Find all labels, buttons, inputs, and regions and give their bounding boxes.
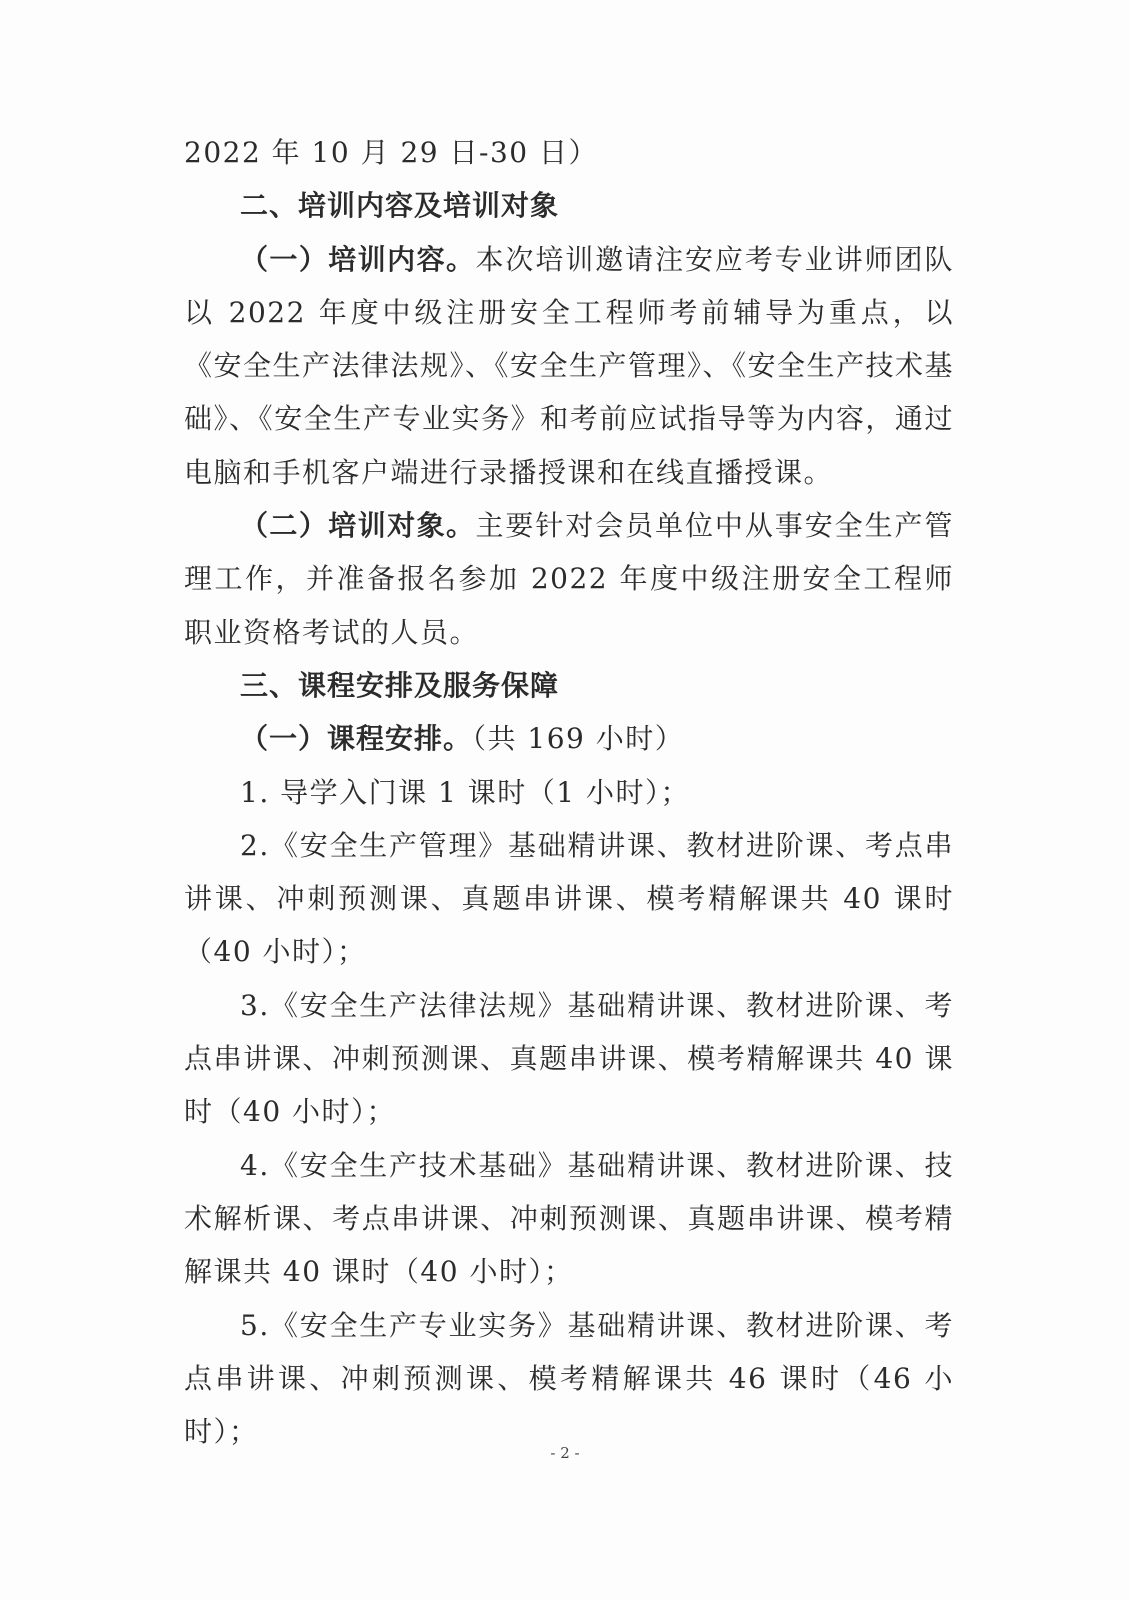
training-target-label: （二）培训对象。 [240,509,476,543]
training-target-text: 主要针对会员单位中从事安全生产管理工作，并准备报名参加 2022 年度中级注册安全工程师职业资格考试的人员。 [184,509,954,649]
course-item-4: 4.《安全生产技术基础》基础精讲课、教材进阶课、技术解析课、考点串讲课、冲刺预测课、真题串讲课、模考精解课共 40 课时（40 小时）； [184,1148,954,1289]
section-heading-3: 三、课程安排及服务保障 [240,668,560,702]
course-item-3: 3.《安全生产法律法规》基础精讲课、教材进阶课、考点串讲课、冲刺预测课、真题串讲课、模考精解课共 40 课时（40 小时）； [184,988,954,1129]
date-continuation: 2022 年 10 月 29 日-30 日） [184,136,599,169]
training-target-paragraph [184,499,954,659]
section-heading-2: 二、培训内容及培训对象 [240,189,560,223]
document-body [184,126,954,1458]
training-content-text: 本次培训邀请注安应考专业讲师团队以 2022 年度中级注册安全工程师考前辅导为重点，以《安全生产法律法规》、《安全生产管理》、《安全生产技术基础》、《安全生产专业实务》和考前应试指导等为内容，通过电脑和手机客户端进行录播授课和在线直播授课。 [184,242,955,489]
training-content-paragraph [184,233,954,499]
page-number: - 2 - [550,1444,580,1462]
course-item-1: 1. 导学入门课 1 课时（1 小时）； [240,775,690,809]
course-schedule-label: （一）课程安排。 [240,722,473,756]
course-item-5: 5.《安全生产专业实务》基础精讲课、教材进阶课、考点串讲课、冲刺预测课、模考精解课共 46 课时（46 小时）； [184,1308,954,1449]
course-item-2: 2.《安全生产管理》基础精讲课、教材进阶课、考点串讲课、冲刺预测课、真题串讲课、模考精解课共 40 课时（40 小时）； [184,828,954,969]
course-schedule-paragraph [184,712,954,765]
training-content-label: （一）培训内容。 [240,242,476,276]
course-schedule-text: （共 169 小时） [472,722,685,756]
